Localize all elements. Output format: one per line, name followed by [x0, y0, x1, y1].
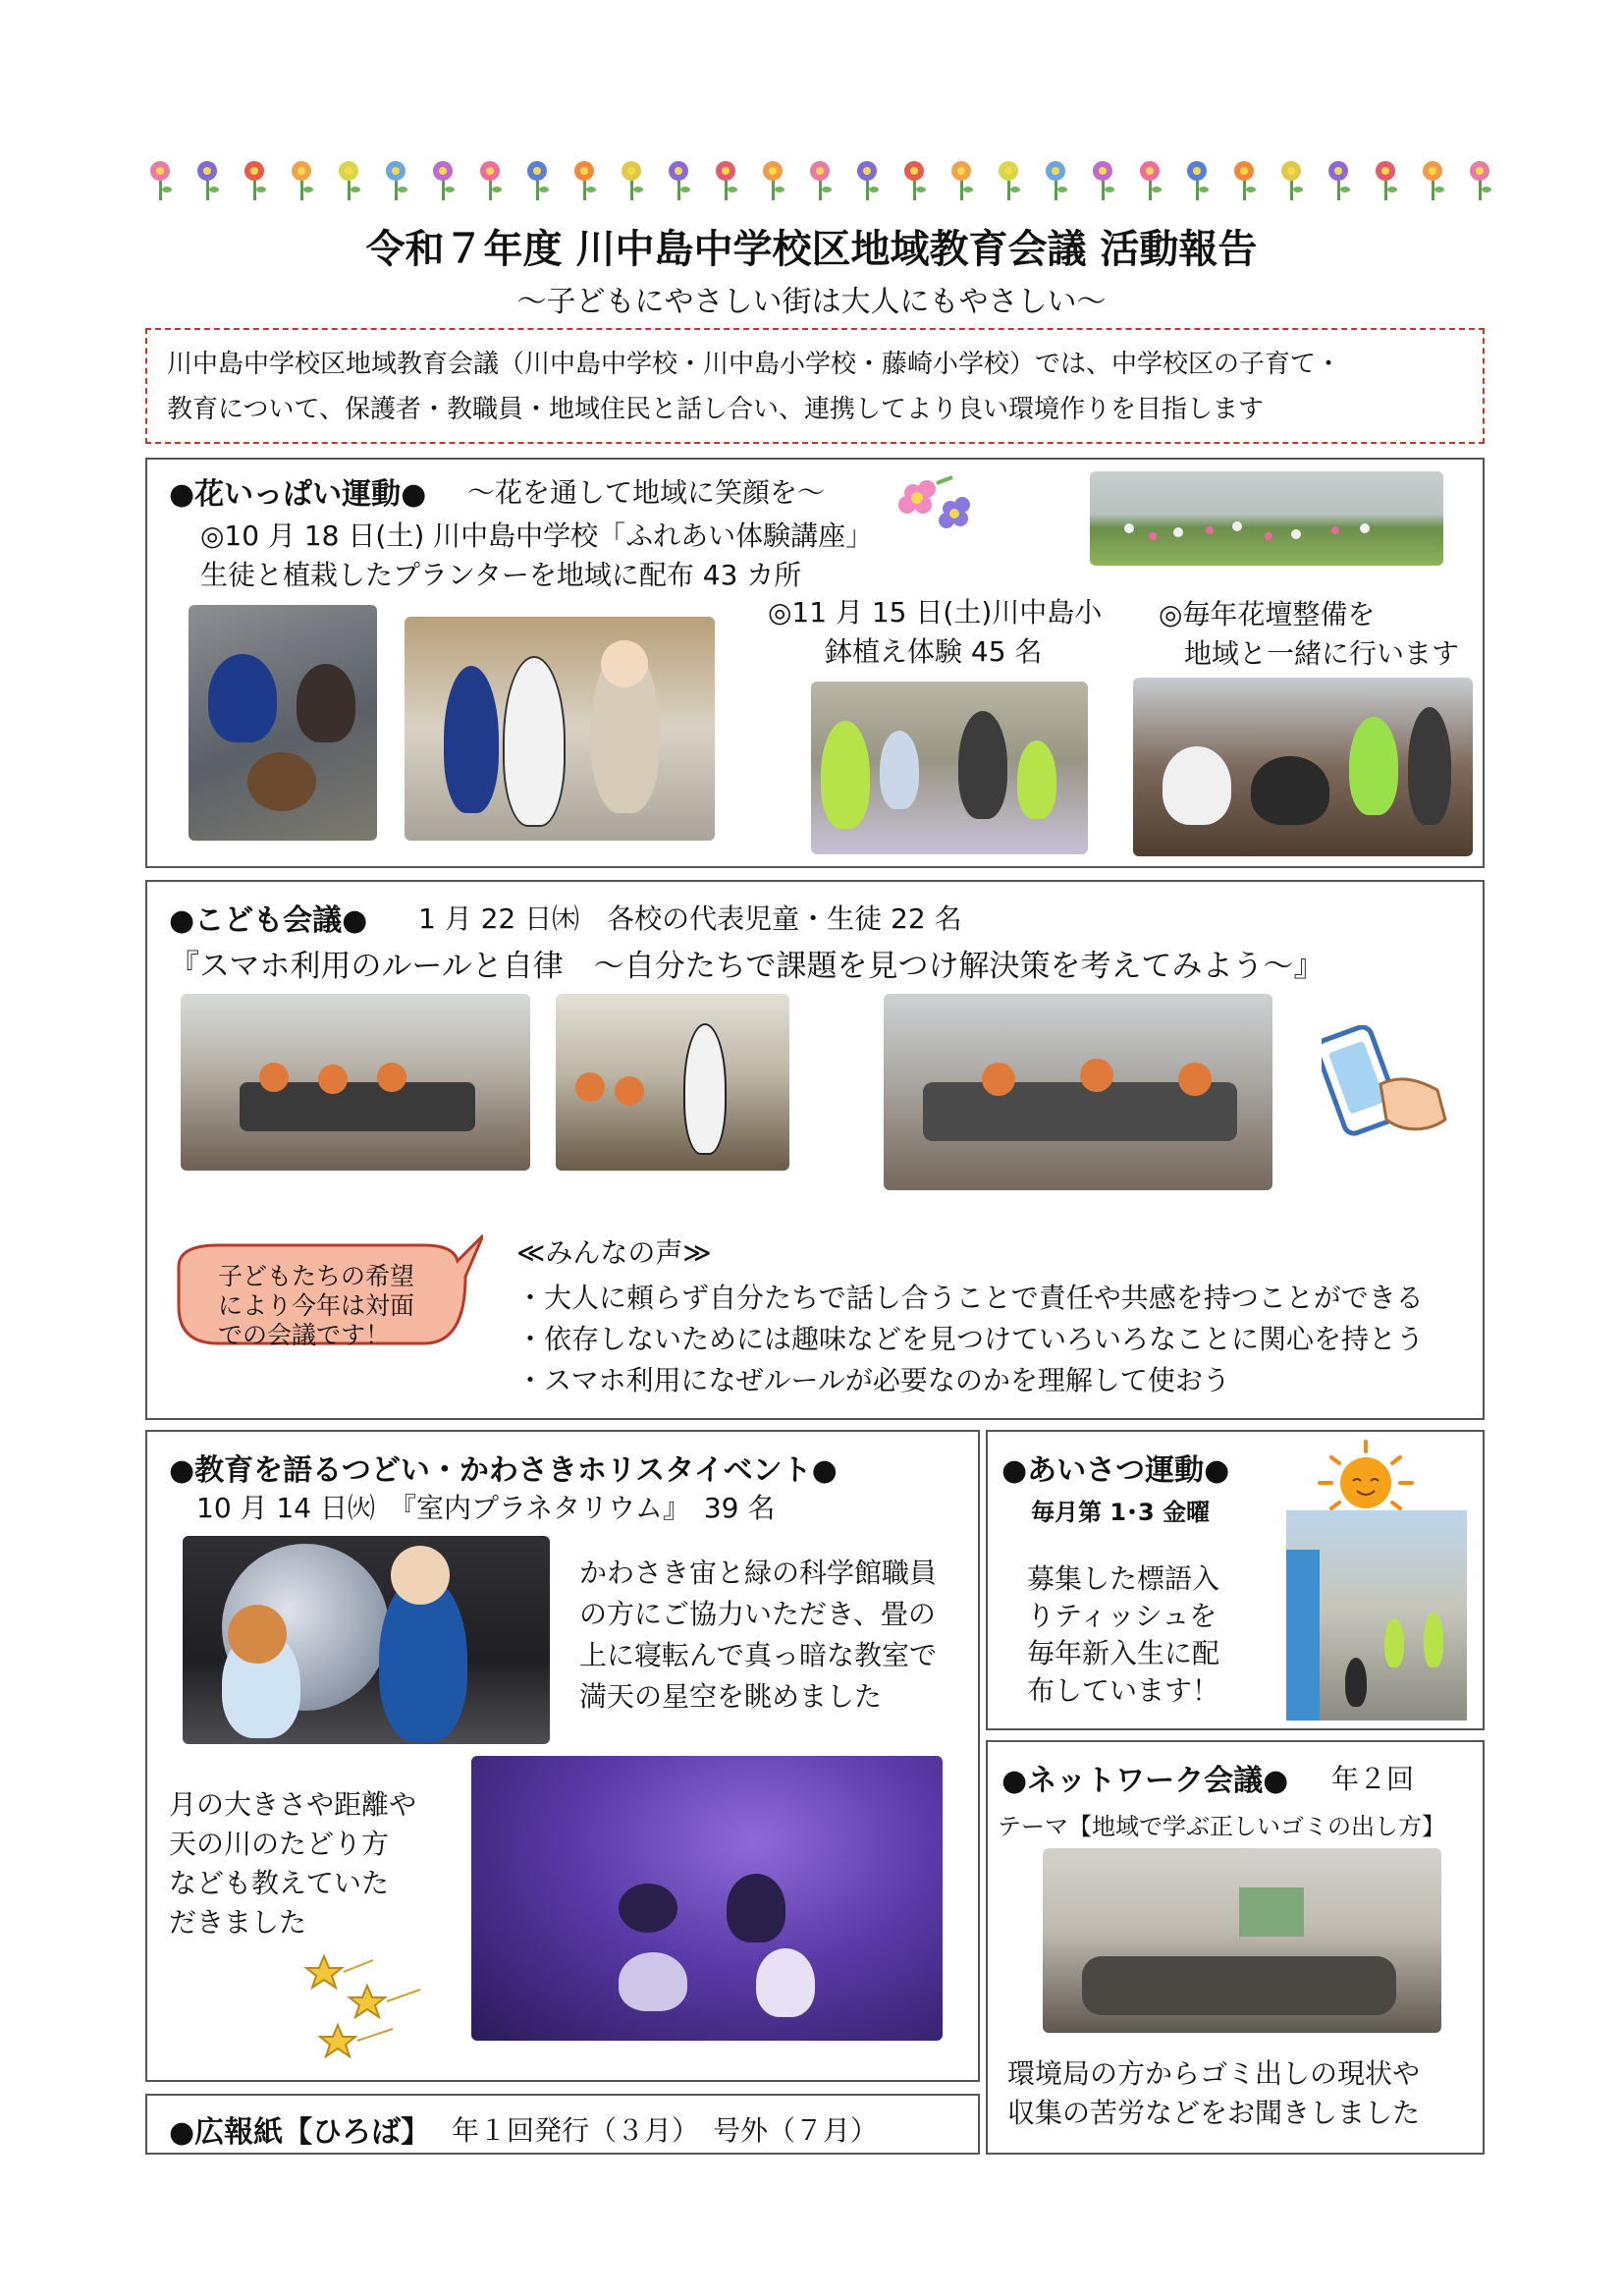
flower-deco-icon [1278, 161, 1304, 202]
voice-item-3: ・スマホ利用になぜルールが必要なのかを理解して使おう [516, 1364, 1230, 1396]
flower-deco-icon [854, 161, 880, 202]
sun-icon [1312, 1438, 1420, 1520]
photo-greeting-street [1286, 1510, 1467, 1721]
flower-deco-icon [948, 161, 974, 202]
photo-kids-meeting-1 [181, 994, 530, 1171]
kids-speech-bubble [159, 1228, 483, 1357]
smartphone-icon [1322, 1025, 1459, 1143]
photo-planting-2 [405, 617, 715, 841]
flower-deco-icon [1184, 161, 1210, 202]
flower-deco-icon [1231, 161, 1257, 202]
education-desc-3: 上に寝転んで真っ暗な教室で [579, 1639, 938, 1671]
voice-item-1: ・大人に頼らず自分たちで話し合うことで責任や共感を持つことができる [516, 1282, 1424, 1314]
greeting-desc-1: 募集した標語入 [1027, 1562, 1220, 1595]
flower-deco-icon [760, 161, 785, 202]
page-subtitle: 〜子どもにやさしい街は大人にもやさしい〜 [516, 285, 1107, 319]
flowers-event3-line2: 地域と一緒に行います [1184, 637, 1460, 670]
section-pr [145, 2094, 980, 2155]
flower-deco-icon [289, 161, 314, 202]
greeting-desc-4: 布しています！ [1027, 1674, 1220, 1707]
photo-flowerbed-maintenance [1133, 678, 1473, 856]
photo-pot-experience [811, 682, 1088, 854]
education-note-4: だきました [169, 1906, 307, 1939]
intro-box [145, 328, 1485, 444]
flower-deco-icon [336, 161, 361, 202]
flower-deco-icon [619, 161, 644, 202]
network-desc-1: 環境局の方からゴミ出しの現状や [1007, 2057, 1421, 2090]
network-desc-2: 収集の苦労などをお聞きしました [1007, 2097, 1421, 2129]
flower-deco-icon [1325, 161, 1351, 202]
network-theme: テーマ【地域で学ぶ正しいゴミの出し方】 [998, 1813, 1445, 1840]
voices-title: ≪みんなの声≫ [516, 1236, 712, 1269]
photo-planting-1 [189, 605, 377, 841]
flower-deco-icon [901, 161, 927, 202]
section-greeting [986, 1430, 1485, 1730]
flowers-event3-line1: ◎毎年花壇整備を [1159, 598, 1376, 630]
education-desc-1: かわさき宙と緑の科学館職員 [579, 1557, 938, 1589]
education-note-1: 月の大きさや距離や [169, 1788, 417, 1821]
flower-deco-icon [713, 161, 738, 202]
flower-deco-icon [1137, 161, 1163, 202]
network-frequency: 年２回 [1331, 1763, 1415, 1795]
voice-item-2: ・依存しないためには趣味などを見つけていろいろなことに関心を持とう [516, 1323, 1425, 1355]
flower-deco-icon [194, 161, 220, 202]
flowers-event1-line1: ◎10 月 18 日(土) 川中島中学校「ふれあい体験講座」 [200, 519, 874, 552]
flower-deco-icon [242, 161, 267, 202]
flower-deco-icon [1043, 161, 1068, 202]
greeting-desc-3: 毎年新入生に配 [1027, 1637, 1220, 1669]
flowers-icon [893, 473, 982, 532]
flowers-tagline: 〜花を通して地域に笑顔を〜 [467, 476, 826, 509]
photo-kids-meeting-2 [556, 994, 789, 1171]
photo-planetarium-speaker [183, 1536, 550, 1744]
section-kids-council [145, 880, 1485, 1420]
photo-planetarium-room [471, 1756, 943, 2041]
flower-deco-icon [666, 161, 691, 202]
education-date: 10 月 14 日㈫ 『室内プラネタリウム』 39 名 [196, 1492, 776, 1524]
intro-line-1: 川中島中学校区地域教育会議（川中島中学校・川中島小学校・藤崎小学校）では、中学校区の子育て・ [167, 350, 1342, 379]
kids-theme: 『スマホ利用のルールと自律 〜自分たちで課題を見つけ解決策を考えてみよう〜』 [169, 949, 1325, 984]
section-flowers [145, 458, 1485, 868]
pr-heading: ●広報紙【ひろば】 [169, 2115, 431, 2150]
flower-deco-icon [571, 161, 597, 202]
greeting-heading: ●あいさつ運動● [1001, 1453, 1230, 1488]
flower-deco-icon [996, 161, 1021, 202]
intro-line-2: 教育について、保護者・教職員・地域住民と話し合い、連携してより良い環境作りを目指します [167, 395, 1264, 424]
page-title: 令和７年度 川中島中学校区地域教育会議 活動報告 [365, 227, 1258, 272]
section-education [145, 1430, 980, 2082]
flower-deco-icon [430, 161, 456, 202]
bubble-line-1: 子どもたちの希望 [218, 1262, 415, 1290]
flower-deco-icon [524, 161, 550, 202]
flower-deco-icon [807, 161, 833, 202]
education-note-3: なども教えていた [169, 1867, 390, 1899]
section-network [986, 1740, 1485, 2155]
flower-deco-icon [147, 161, 173, 202]
flowers-event1-line2: 生徒と植栽したプランターを地域に配布 43 カ所 [200, 559, 802, 591]
flowers-heading: ●花いっぱい運動● [169, 477, 427, 512]
bubble-line-2: により今年は対面 [218, 1291, 415, 1320]
photo-network-meeting [1043, 1848, 1441, 2033]
kids-heading: ●こども会議● [169, 903, 368, 938]
flower-deco-icon [477, 161, 503, 202]
flower-deco-icon [383, 161, 408, 202]
flower-deco-icon [1467, 161, 1492, 202]
education-desc-2: の方にご協力いただき、畳の [579, 1598, 936, 1630]
greeting-schedule: 毎月第 1･3 金曜 [1031, 1499, 1211, 1526]
bubble-line-3: での会議です！ [218, 1321, 391, 1349]
flower-deco-icon [1420, 161, 1445, 202]
flowers-event2-line2: 鉢植え体験 45 名 [825, 635, 1043, 668]
education-note-2: 天の川のたどり方 [169, 1828, 390, 1860]
flowers-event2-line1: ◎11 月 15 日(土)川中島小 [768, 596, 1103, 629]
flower-deco-icon [1373, 161, 1398, 202]
flower-deco-icon [1090, 161, 1115, 202]
shooting-stars-icon [304, 1946, 432, 2064]
greeting-desc-2: りティッシュを [1027, 1600, 1217, 1632]
network-heading: ●ネットワーク会議● [1001, 1764, 1289, 1798]
pr-detail: 年１回発行（３月） 号外（７月） [452, 2114, 879, 2147]
kids-date: 1 月 22 日㈭ 各校の代表児童・生徒 22 名 [418, 902, 962, 935]
education-desc-4: 満天の星空を眺めました [579, 1680, 883, 1713]
photo-kids-meeting-3 [884, 994, 1272, 1190]
photo-flowerbed [1090, 471, 1443, 566]
education-heading: ●教育を語るつどい・かわさきホリスタイベント● [169, 1453, 838, 1488]
